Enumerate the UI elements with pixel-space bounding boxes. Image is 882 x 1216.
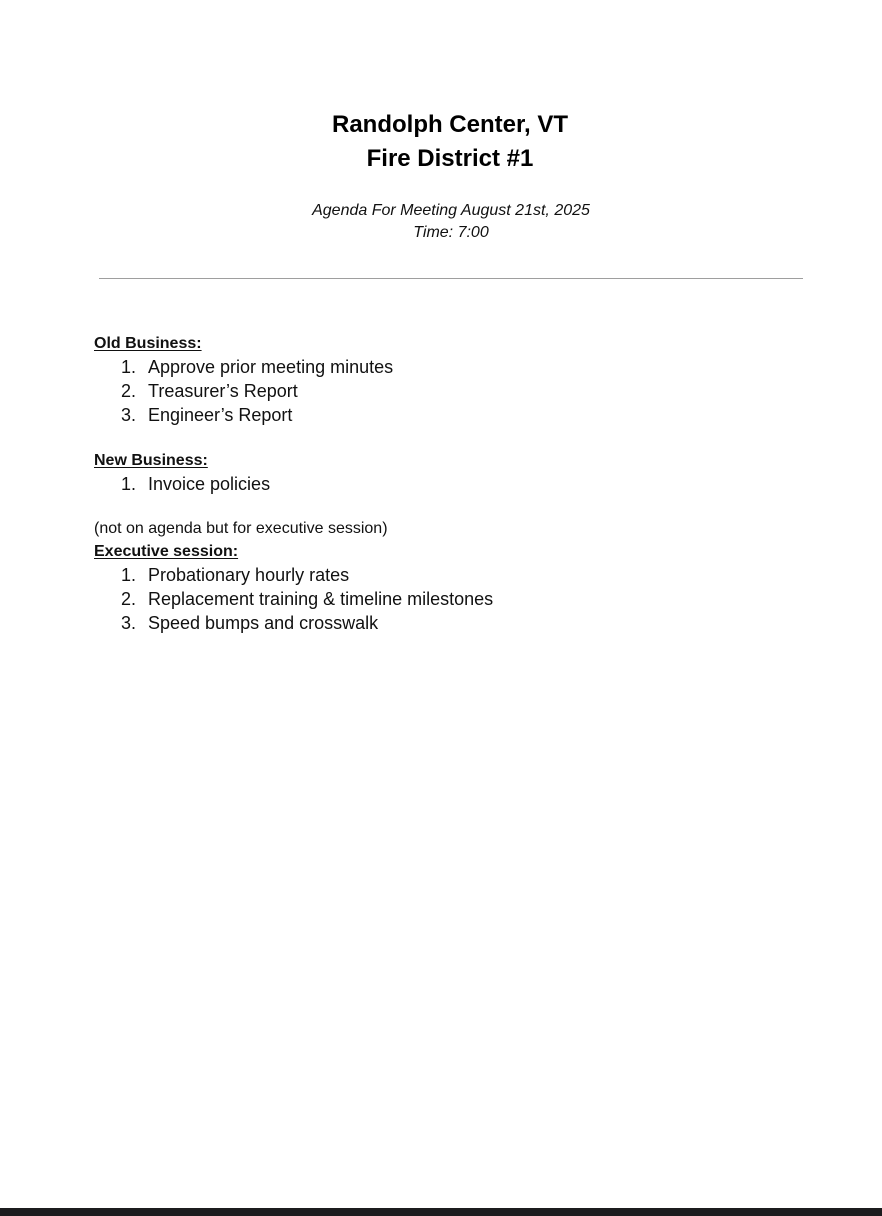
- list-number: 3.: [121, 613, 137, 633]
- document-title-line2: Fire District #1: [366, 145, 534, 172]
- list-item-text: Probationary hourly rates: [148, 565, 350, 585]
- list-number: 2.: [121, 589, 137, 609]
- list-number: 3.: [121, 405, 137, 425]
- list-item-text: Engineer’s Report: [148, 405, 293, 425]
- list-number: 1.: [121, 474, 137, 494]
- old-business-heading: Old Business:: [94, 335, 202, 352]
- old-business-item: [121, 380, 298, 402]
- horizontal-divider: [99, 278, 803, 279]
- meeting-time-subtitle: Time: 7:00: [413, 224, 489, 241]
- old-business-item: [121, 404, 292, 426]
- old-business-item: [121, 356, 393, 378]
- list-item-text: Invoice policies: [148, 474, 271, 494]
- list-item-text: Speed bumps and crosswalk: [148, 613, 379, 633]
- meeting-date-subtitle: Agenda For Meeting August 21st, 2025: [312, 202, 590, 219]
- list-item-text: Approve prior meeting minutes: [148, 357, 394, 377]
- bottom-navigation-bar: [0, 1208, 882, 1216]
- executive-session-item: [121, 588, 493, 610]
- list-item-text: Treasurer’s Report: [148, 381, 298, 401]
- executive-session-item: [121, 612, 378, 634]
- new-business-item: [121, 473, 270, 495]
- executive-session-note: (not on agenda but for executive session): [94, 520, 388, 537]
- document-title-line1: Randolph Center, VT: [331, 111, 568, 138]
- list-number: 2.: [121, 381, 137, 401]
- list-number: 1.: [121, 565, 137, 585]
- executive-session-heading: Executive session:: [94, 543, 239, 560]
- new-business-heading: New Business:: [94, 452, 208, 469]
- list-item-text: Replacement training & timeline milestones: [148, 589, 494, 609]
- list-number: 1.: [121, 357, 137, 377]
- executive-session-item: [121, 564, 349, 586]
